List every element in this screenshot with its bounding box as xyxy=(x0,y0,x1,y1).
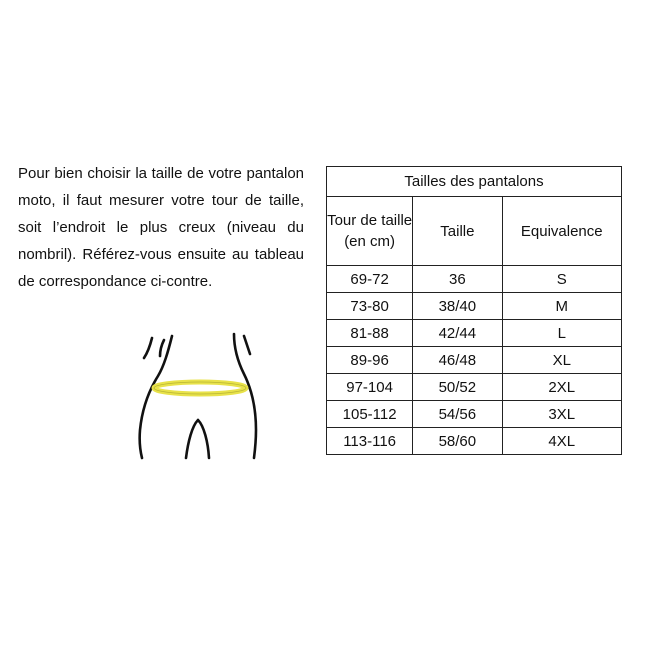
header-waist: Tour de taille (en cm) xyxy=(327,197,413,266)
cell-size: 42/44 xyxy=(413,320,502,347)
cell-equivalence: L xyxy=(502,320,622,347)
cell-size: 50/52 xyxy=(413,374,502,401)
cell-equivalence: 3XL xyxy=(502,401,622,428)
table-title: Tailles des pantalons xyxy=(327,167,622,197)
arm-left xyxy=(144,338,152,358)
leg-right-inner xyxy=(198,420,209,458)
table-row xyxy=(327,293,622,320)
cell-equivalence: S xyxy=(502,266,622,293)
header-size: Taille xyxy=(413,197,502,266)
cell-waist: 81-88 xyxy=(327,320,413,347)
cell-waist: 89-96 xyxy=(327,347,413,374)
table-row xyxy=(327,320,622,347)
cell-waist: 105-112 xyxy=(327,401,413,428)
waist-measurement-icon xyxy=(130,330,265,460)
cell-equivalence: XL xyxy=(502,347,622,374)
cell-size: 58/60 xyxy=(413,428,502,455)
cell-size: 38/40 xyxy=(413,293,502,320)
cell-waist: 69-72 xyxy=(327,266,413,293)
cell-size: 54/56 xyxy=(413,401,502,428)
table-row xyxy=(327,266,622,293)
cell-equivalence: 2XL xyxy=(502,374,622,401)
cell-waist: 113-116 xyxy=(327,428,413,455)
table-row xyxy=(327,401,622,428)
cell-size: 36 xyxy=(413,266,502,293)
cell-equivalence: M xyxy=(502,293,622,320)
cell-size: 46/48 xyxy=(413,347,502,374)
intro-paragraph: Pour bien choisir la taille de votre pantalon moto, il faut mesurer votre tour de taille, soit l’endroit le plus creux (niveau du nombril). Référez-vous ensuite au tableau de correspondance ci-contre. xyxy=(18,165,304,290)
cell-equivalence: 4XL xyxy=(502,428,622,455)
cell-waist: 73-80 xyxy=(327,293,413,320)
body-outline-right xyxy=(234,334,256,458)
arm-left-inner xyxy=(160,340,164,356)
cell-waist: 97-104 xyxy=(327,374,413,401)
table-row xyxy=(327,374,622,401)
size-chart-table xyxy=(326,166,622,455)
leg-left-inner xyxy=(186,420,198,458)
header-equivalence: Equivalence xyxy=(502,197,622,266)
table-row xyxy=(327,347,622,374)
arm-right xyxy=(244,336,250,354)
table-row xyxy=(327,428,622,455)
body-outline-left xyxy=(140,336,172,458)
